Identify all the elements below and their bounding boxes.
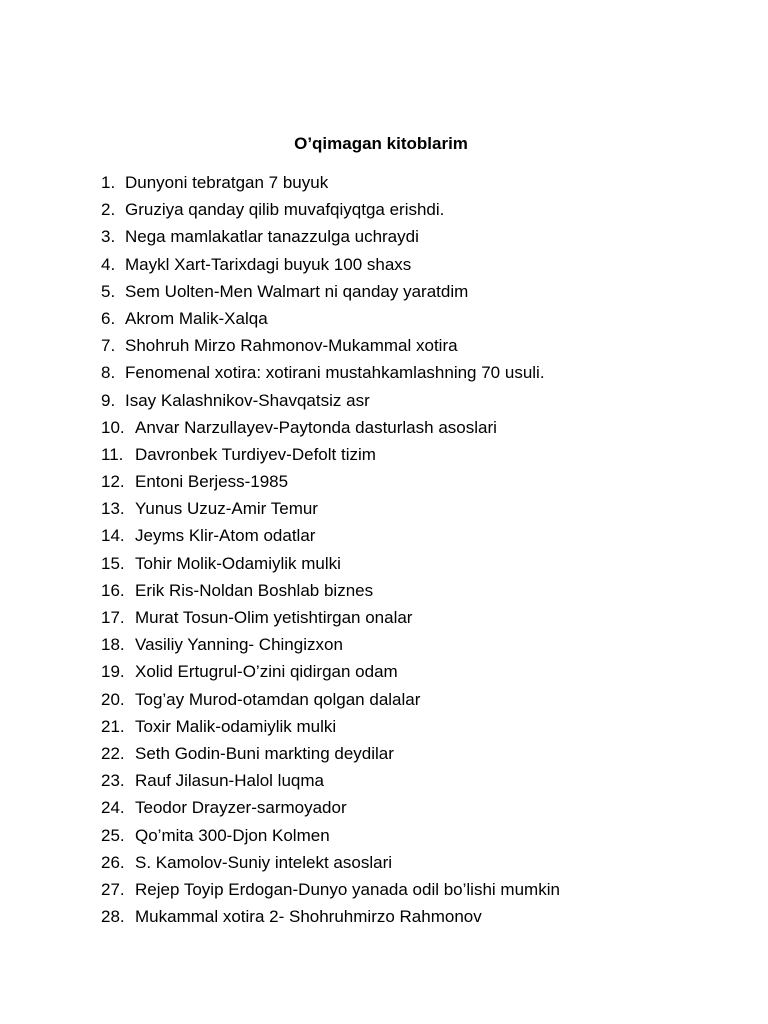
list-item — [101, 223, 741, 250]
list-item-text: Xolid Ertugrul-O’zini qidirgan odam — [135, 662, 398, 682]
list-item — [101, 903, 741, 930]
list-item — [101, 794, 741, 821]
list-item — [101, 305, 741, 332]
list-item-text: Rauf Jilasun-Halol luqma — [135, 771, 324, 791]
list-item — [101, 441, 741, 468]
list-item-number: 18. — [101, 635, 125, 655]
list-item-number: 4. — [101, 254, 116, 274]
list-item-number: 21. — [101, 716, 125, 736]
list-item-text: Fenomenal xotira: xotirani mustahkamlashning 70 usuli. — [125, 363, 545, 383]
list-item — [101, 332, 741, 359]
list-item-number: 8. — [101, 363, 116, 383]
list-item-number: 16. — [101, 580, 125, 600]
list-item-number: 6. — [101, 308, 116, 328]
list-item — [101, 468, 741, 495]
list-item-number: 24. — [101, 798, 125, 818]
list-item — [101, 359, 741, 386]
list-item-text: Maykl Xart-Tarixdagi buyuk 100 shaxs — [125, 254, 412, 274]
list-item-text: Teodor Drayzer-sarmoyador — [135, 798, 347, 818]
list-item-text: Mukammal xotira 2- Shohruhmirzo Rahmonov — [135, 907, 482, 927]
list-item — [101, 495, 741, 522]
list-item-number: 12. — [101, 472, 125, 492]
list-item-text: Qo’mita 300-Djon Kolmen — [135, 825, 330, 845]
list-item-number: 2. — [101, 200, 116, 220]
list-item-number: 13. — [101, 499, 125, 519]
list-item-number: 17. — [101, 608, 125, 627]
list-item-number: 1. — [101, 173, 116, 192]
list-item-text: Murat Tosun-Olim yetishtirgan onalar — [135, 608, 413, 627]
list-item-number: 19. — [101, 662, 125, 682]
list-item — [101, 604, 741, 631]
list-item — [101, 414, 741, 441]
list-item-number: 22. — [101, 743, 125, 763]
list-item — [101, 550, 741, 577]
list-item-number: 20. — [101, 689, 125, 709]
list-item-number: 25. — [101, 825, 125, 845]
list-item-number: 26. — [101, 852, 125, 872]
list-item — [101, 876, 741, 903]
list-item-number: 27. — [101, 879, 125, 899]
list-item — [101, 196, 741, 223]
list-item-number: 5. — [101, 281, 116, 301]
list-item-text: Shohruh Mirzo Rahmonov-Mukammal xotira — [125, 336, 458, 356]
list-item-number: 14. — [101, 526, 125, 546]
list-item-number: 11. — [101, 444, 124, 464]
list-item-text: Toxir Malik-odamiylik mulki — [135, 716, 337, 736]
list-item-number: 7. — [101, 336, 116, 356]
list-item-text: Isay Kalashnikov-Shavqatsiz asr — [125, 390, 370, 410]
book-list — [101, 169, 741, 930]
list-item-text: Akrom Malik-Xalqa — [125, 308, 268, 328]
list-item-text: Yunus Uzuz-Amir Temur — [135, 499, 318, 519]
list-item — [101, 169, 741, 196]
list-item-text: Tohir Molik-Odamiylik mulki — [135, 553, 341, 573]
list-item — [101, 713, 741, 740]
list-item-text: Tog’ay Murod-otamdan qolgan dalalar — [135, 689, 421, 709]
list-item-text: Gruziya qanday qilib muvafqiyqtga erishdi. — [125, 200, 445, 220]
list-item — [101, 658, 741, 685]
list-item-number: 9. — [101, 390, 116, 410]
list-item — [101, 740, 741, 767]
list-item-text: S. Kamolov-Suniy intelekt asoslari — [135, 852, 393, 872]
document-title: O’qimagan kitoblarim — [294, 134, 468, 153]
list-item-number: 28. — [101, 907, 125, 927]
list-item-text: Davronbek Turdiyev-Defolt tizim — [135, 444, 376, 464]
list-item-text: Rejep Toyip Erdogan-Dunyo yanada odil bo’lishi mumkin — [135, 879, 560, 899]
list-item-text: Jeyms Klir-Atom odatlar — [135, 526, 316, 546]
list-item — [101, 686, 741, 713]
list-item-number: 3. — [101, 227, 116, 247]
list-item — [101, 278, 741, 305]
list-item-text: Anvar Narzullayev-Paytonda dasturlash asoslari — [135, 417, 497, 437]
list-item — [101, 387, 741, 414]
list-item-number: 23. — [101, 771, 125, 791]
list-item-text: Entoni Berjess-1985 — [135, 472, 289, 492]
list-item-text: Dunyoni tebratgan 7 buyuk — [125, 173, 329, 192]
list-item — [101, 522, 741, 549]
list-item-number: 10. — [101, 417, 125, 437]
list-item — [101, 822, 741, 849]
list-item — [101, 631, 741, 658]
list-item-text: Vasiliy Yanning- Chingizxon — [135, 635, 343, 655]
list-item-text: Sem Uolten-Men Walmart ni qanday yaratdim — [125, 281, 469, 301]
list-item-number: 15. — [101, 553, 125, 573]
list-item — [101, 767, 741, 794]
list-item-text: Nega mamlakatlar tanazzulga uchraydi — [125, 227, 419, 247]
list-item — [101, 251, 741, 278]
list-item — [101, 577, 741, 604]
list-item-text: Erik Ris-Noldan Boshlab biznes — [135, 580, 374, 600]
list-item-text: Seth Godin-Buni markting deydilar — [135, 743, 394, 763]
list-item — [101, 849, 741, 876]
